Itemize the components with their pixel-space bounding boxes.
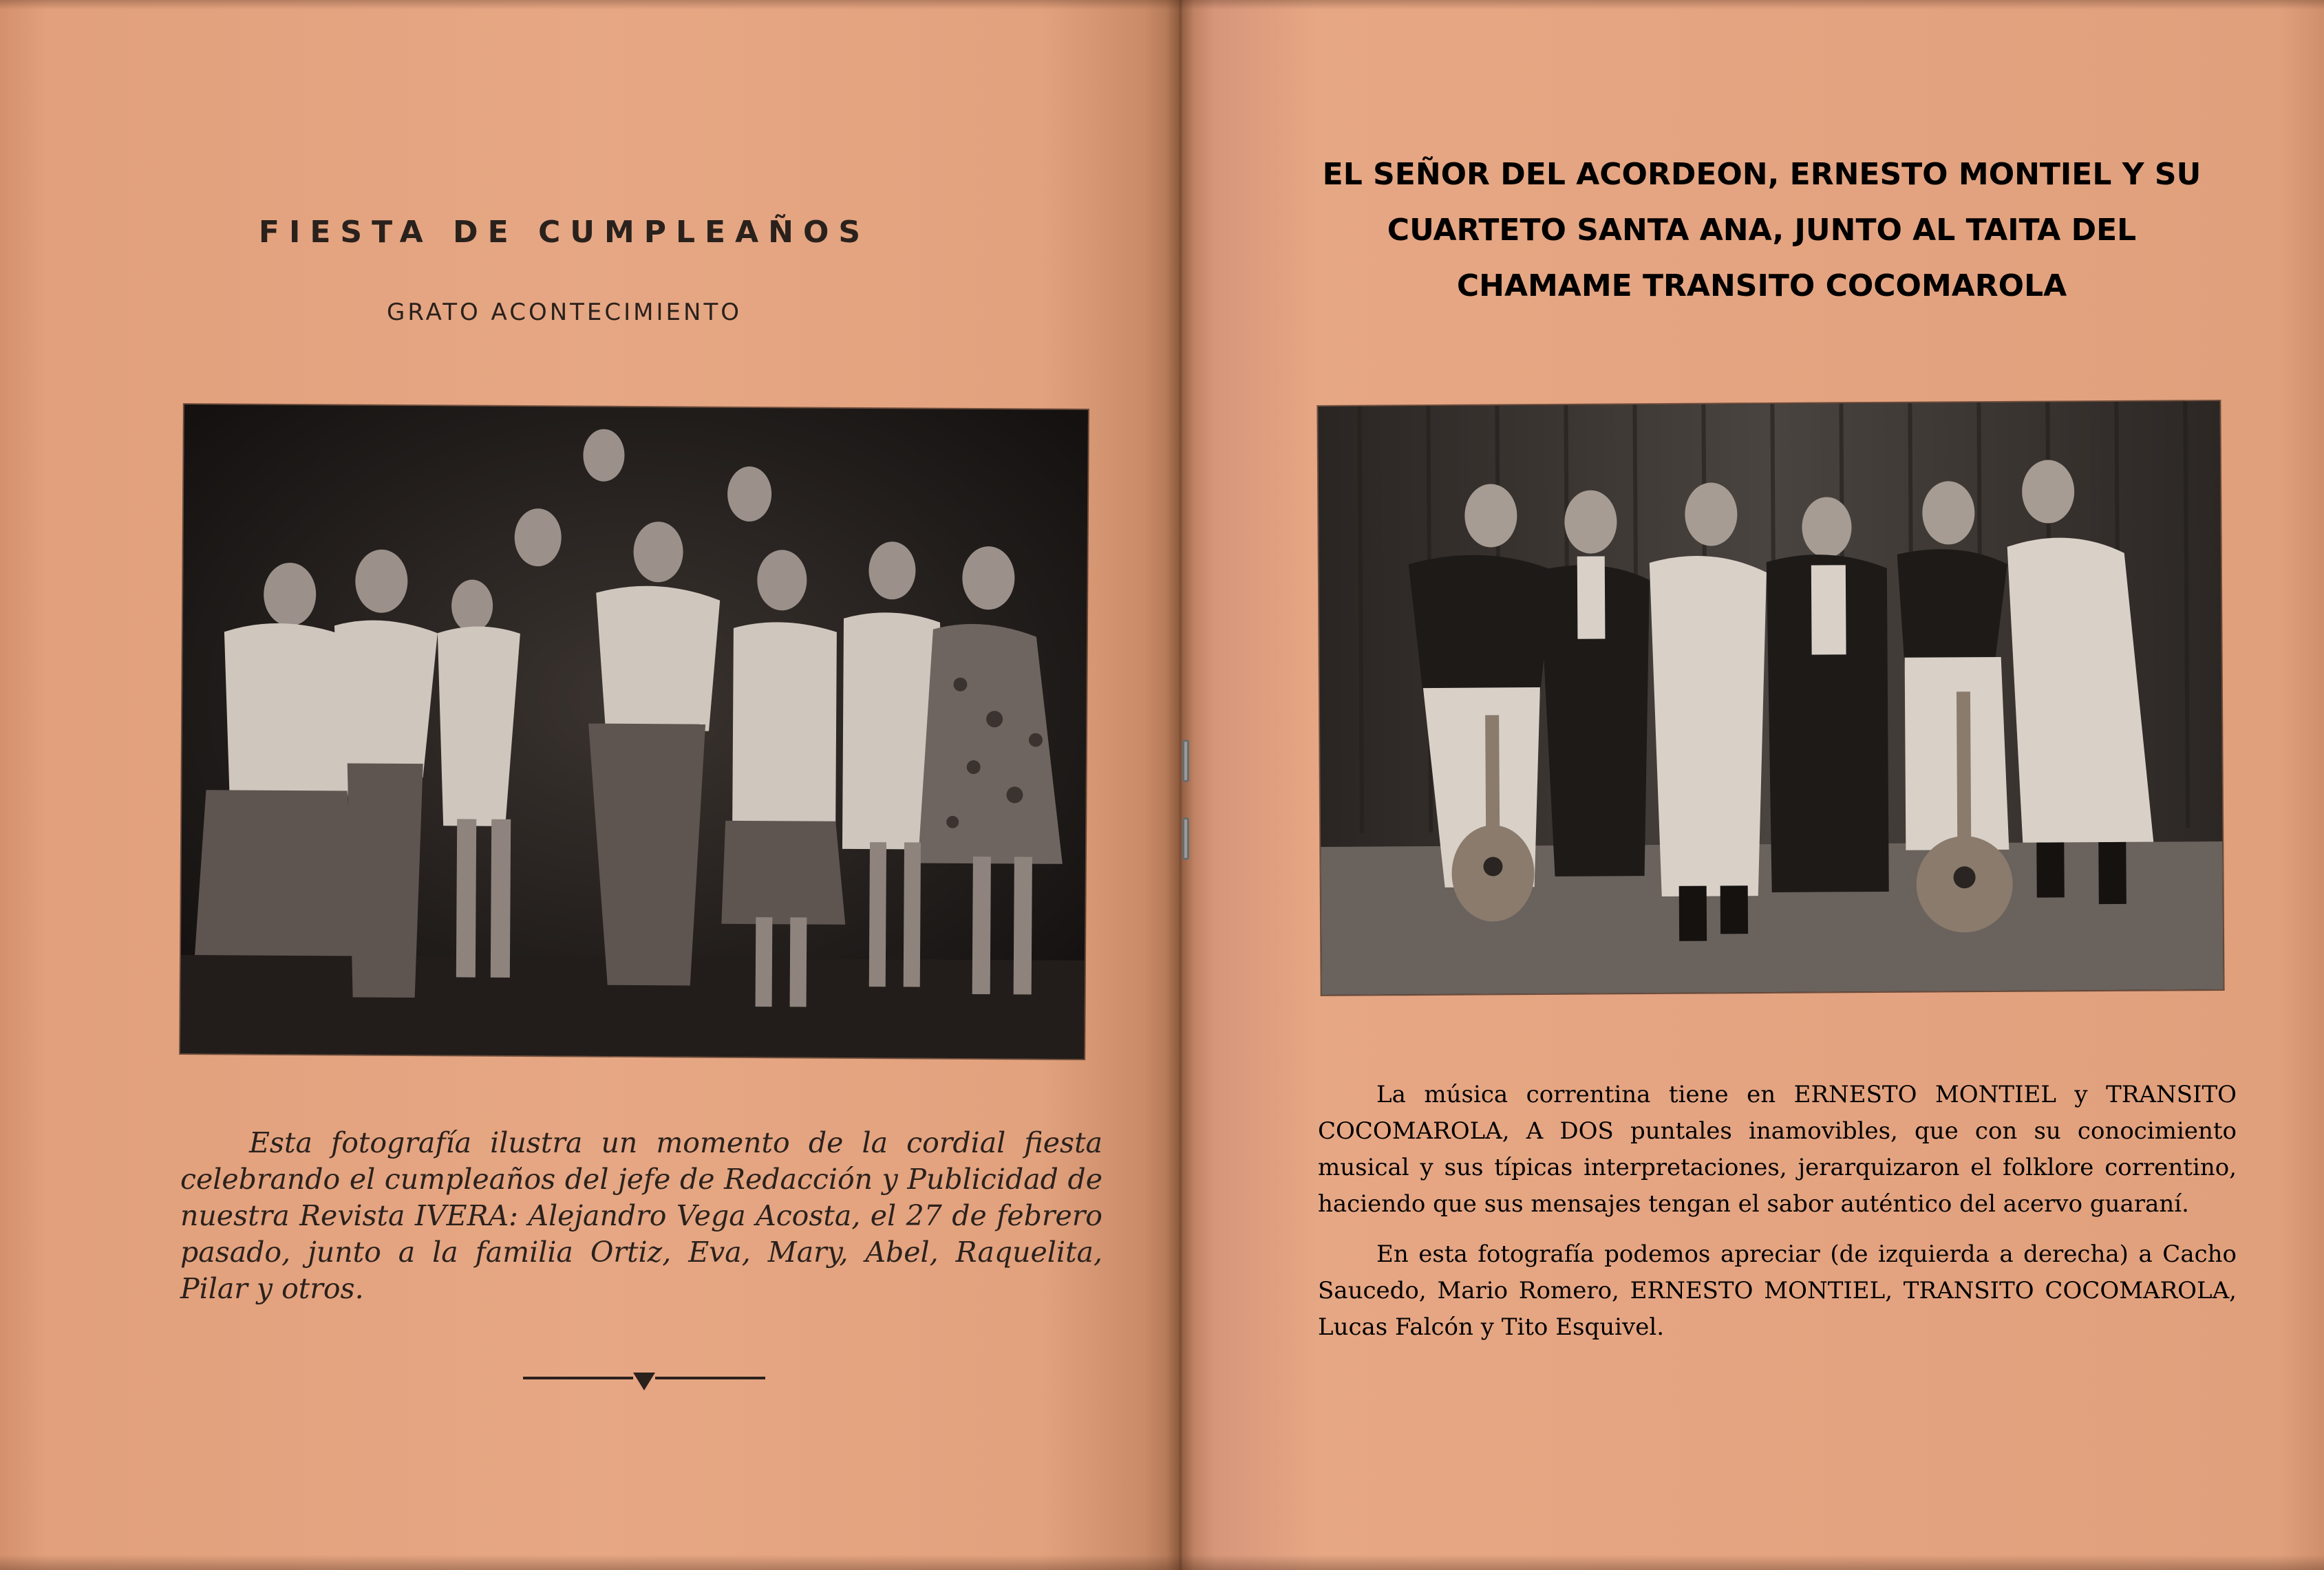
divider-line bbox=[655, 1377, 765, 1379]
article-body bbox=[1318, 1077, 2237, 1359]
page-subtitle: GRATO ACONTECIMIENTO bbox=[387, 299, 742, 326]
headline-line: CUARTETO SANTA ANA, JUNTO AL TAITA DEL bbox=[1387, 213, 2137, 248]
page-title: FIESTA DE CUMPLEAÑOS bbox=[258, 215, 871, 250]
staple bbox=[1182, 817, 1189, 860]
party-photo bbox=[180, 405, 1088, 1059]
photo-caption: Esta fotografía ilustra un momento de la cordial fiesta celebrando el cumpleaños del jefe de Redacción y Publicidad de nuestra Revista IVERA: Alejandro Vega Acosta, el 27 de febrero pasado, junto a la familia Ortiz, Eva, Mary, Abel, Raquelita, Pilar y otros. bbox=[180, 1126, 1102, 1305]
body-paragraph: En esta fotografía podemos apreciar (de izquierda a derecha) a Cacho Saucedo, Mario Romero, ERNESTO MONTIEL, TRANSITO COCOMAROLA, Lucas Falcón y Tito Esquivel. bbox=[1318, 1240, 2237, 1341]
headline-line: CHAMAME TRANSITO COCOMAROLA bbox=[1456, 268, 2067, 303]
article-headline bbox=[1280, 147, 2243, 314]
headline-line: EL SEÑOR DEL ACORDEON, ERNESTO MONTIEL Y SU bbox=[1322, 157, 2202, 192]
ornament-divider bbox=[523, 1373, 765, 1393]
musicians-photo bbox=[1318, 401, 2223, 995]
binding-gutter bbox=[1166, 0, 1194, 1570]
paper-edge bbox=[0, 0, 2324, 10]
paper-edge bbox=[0, 1555, 2324, 1570]
divider-line bbox=[523, 1377, 633, 1379]
staple bbox=[1182, 740, 1189, 782]
triangle-icon bbox=[633, 1373, 655, 1390]
body-paragraph: La música correntina tiene en ERNESTO MONTIEL y TRANSITO COCOMAROLA, A DOS puntales inamovibles, que con su conocimiento musical y sus típicas interpretaciones, jerarquizaron el folklore correntino, haciendo que sus mensajes tengan el sabor auténtico del acervo guaraní. bbox=[1318, 1081, 2237, 1218]
